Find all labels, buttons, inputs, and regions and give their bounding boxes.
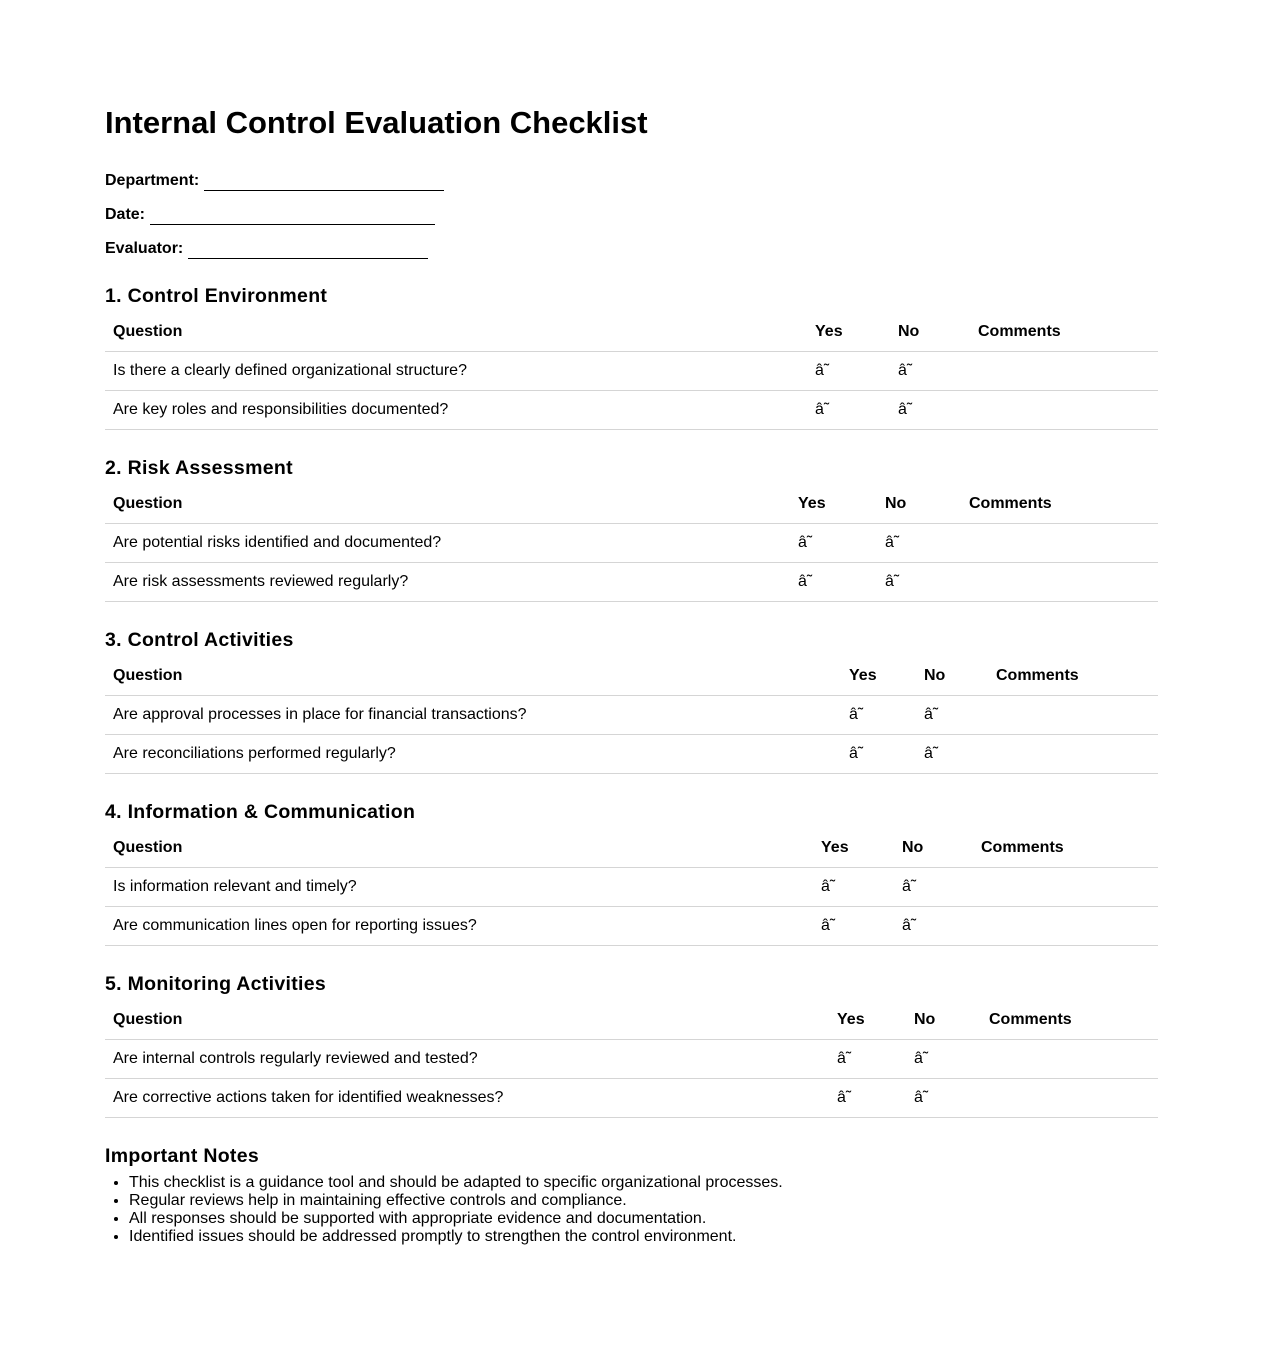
- no-checkbox[interactable]: â˜: [890, 352, 970, 391]
- no-checkbox[interactable]: â˜: [906, 1079, 981, 1118]
- section-title: 4. Information & Communication: [105, 801, 416, 823]
- question-header: Question: [105, 485, 790, 524]
- important-notes: [105, 1144, 1158, 1246]
- yes-checkbox[interactable]: â˜: [813, 907, 894, 946]
- yes-checkbox[interactable]: â˜: [841, 696, 916, 735]
- table-header-row: [105, 829, 1158, 868]
- comments-header: Comments: [970, 313, 1158, 352]
- table-header-row: [105, 657, 1158, 696]
- section-control-environment: [105, 284, 1158, 430]
- date-blank-line[interactable]: [150, 210, 435, 225]
- table-header-row: [105, 485, 1158, 524]
- list-item: • Identified issues should be addressed promptly to strengthen the control environment.: [129, 1228, 1158, 1246]
- yes-header: Yes: [790, 485, 877, 524]
- section-title: 3. Control Activities: [105, 629, 294, 651]
- yes-header: Yes: [813, 829, 894, 868]
- section-control-activities: [105, 628, 1158, 774]
- no-header: No: [906, 1001, 981, 1040]
- question-cell: Are potential risks identified and documented?: [105, 524, 790, 563]
- list-item: • Regular reviews help in maintaining effective controls and compliance.: [129, 1192, 1158, 1210]
- question-cell: Is there a clearly defined organizational structure?: [105, 352, 807, 391]
- comments-cell[interactable]: [970, 391, 1158, 430]
- table-row: [105, 907, 1158, 946]
- table-row: [105, 1040, 1158, 1079]
- table-row: [105, 563, 1158, 602]
- no-checkbox[interactable]: â˜: [906, 1040, 981, 1079]
- comments-header: Comments: [973, 829, 1158, 868]
- comments-cell[interactable]: [973, 868, 1158, 907]
- no-checkbox[interactable]: â˜: [877, 563, 961, 602]
- checklist-table: [105, 313, 1158, 430]
- question-cell: Are reconciliations performed regularly?: [105, 735, 841, 774]
- comments-cell[interactable]: [961, 524, 1158, 563]
- question-cell: Are internal controls regularly reviewed and tested?: [105, 1040, 829, 1079]
- checklist-table: [105, 485, 1158, 602]
- question-cell: Are risk assessments reviewed regularly?: [105, 563, 790, 602]
- checklist-table: [105, 657, 1158, 774]
- no-header: No: [890, 313, 970, 352]
- question-header: Question: [105, 829, 813, 868]
- question-header: Question: [105, 657, 841, 696]
- no-checkbox[interactable]: â˜: [877, 524, 961, 563]
- no-header: No: [877, 485, 961, 524]
- question-header: Question: [105, 313, 807, 352]
- yes-header: Yes: [829, 1001, 906, 1040]
- yes-checkbox[interactable]: â˜: [807, 352, 890, 391]
- table-row: [105, 735, 1158, 774]
- no-checkbox[interactable]: â˜: [894, 868, 973, 907]
- notes-list: [105, 1174, 1158, 1246]
- section-monitoring-activities: [105, 972, 1158, 1118]
- table-row: [105, 391, 1158, 430]
- date-label: Date:: [105, 206, 146, 223]
- page-title: Internal Control Evaluation Checklist: [105, 105, 648, 140]
- table-row: [105, 1079, 1158, 1118]
- table-header-row: [105, 313, 1158, 352]
- checklist-table: [105, 829, 1158, 946]
- table-row: [105, 524, 1158, 563]
- table-row: [105, 696, 1158, 735]
- no-header: No: [894, 829, 973, 868]
- no-checkbox[interactable]: â˜: [916, 696, 988, 735]
- comments-header: Comments: [988, 657, 1158, 696]
- no-checkbox[interactable]: â˜: [890, 391, 970, 430]
- department-blank-line[interactable]: [204, 176, 444, 191]
- no-header: No: [916, 657, 988, 696]
- date-field: [105, 191, 1158, 225]
- yes-header: Yes: [841, 657, 916, 696]
- question-cell: Are corrective actions taken for identified weaknesses?: [105, 1079, 829, 1118]
- section-information-communication: [105, 800, 1158, 946]
- list-item: • This checklist is a guidance tool and should be adapted to specific organizational processes.: [129, 1174, 1158, 1192]
- no-checkbox[interactable]: â˜: [916, 735, 988, 774]
- table-row: [105, 868, 1158, 907]
- list-item: • All responses should be supported with appropriate evidence and documentation.: [129, 1210, 1158, 1228]
- section-title: 1. Control Environment: [105, 285, 328, 307]
- yes-checkbox[interactable]: â˜: [813, 868, 894, 907]
- yes-checkbox[interactable]: â˜: [829, 1040, 906, 1079]
- comments-header: Comments: [981, 1001, 1158, 1040]
- checklist-table: [105, 1001, 1158, 1118]
- comments-cell[interactable]: [961, 563, 1158, 602]
- notes-title: Important Notes: [105, 1145, 260, 1167]
- table-row: [105, 352, 1158, 391]
- department-field: [105, 157, 1158, 191]
- question-cell: Are key roles and responsibilities documented?: [105, 391, 807, 430]
- question-header: Question: [105, 1001, 829, 1040]
- comments-cell[interactable]: [981, 1079, 1158, 1118]
- yes-checkbox[interactable]: â˜: [829, 1079, 906, 1118]
- comments-cell[interactable]: [981, 1040, 1158, 1079]
- yes-checkbox[interactable]: â˜: [841, 735, 916, 774]
- department-label: Department:: [105, 172, 200, 189]
- comments-cell[interactable]: [988, 696, 1158, 735]
- evaluator-blank-line[interactable]: [188, 244, 428, 259]
- yes-header: Yes: [807, 313, 890, 352]
- no-checkbox[interactable]: â˜: [894, 907, 973, 946]
- comments-cell[interactable]: [973, 907, 1158, 946]
- table-header-row: [105, 1001, 1158, 1040]
- yes-checkbox[interactable]: â˜: [807, 391, 890, 430]
- yes-checkbox[interactable]: â˜: [790, 524, 877, 563]
- yes-checkbox[interactable]: â˜: [790, 563, 877, 602]
- section-title: 5. Monitoring Activities: [105, 973, 326, 995]
- question-cell: Is information relevant and timely?: [105, 868, 813, 907]
- evaluator-label: Evaluator:: [105, 240, 184, 257]
- comments-header: Comments: [961, 485, 1158, 524]
- question-cell: Are approval processes in place for financial transactions?: [105, 696, 841, 735]
- comments-cell[interactable]: [970, 352, 1158, 391]
- question-cell: Are communication lines open for reporting issues?: [105, 907, 813, 946]
- evaluator-field: [105, 225, 1158, 259]
- section-title: 2. Risk Assessment: [105, 457, 293, 479]
- comments-cell[interactable]: [988, 735, 1158, 774]
- section-risk-assessment: [105, 456, 1158, 602]
